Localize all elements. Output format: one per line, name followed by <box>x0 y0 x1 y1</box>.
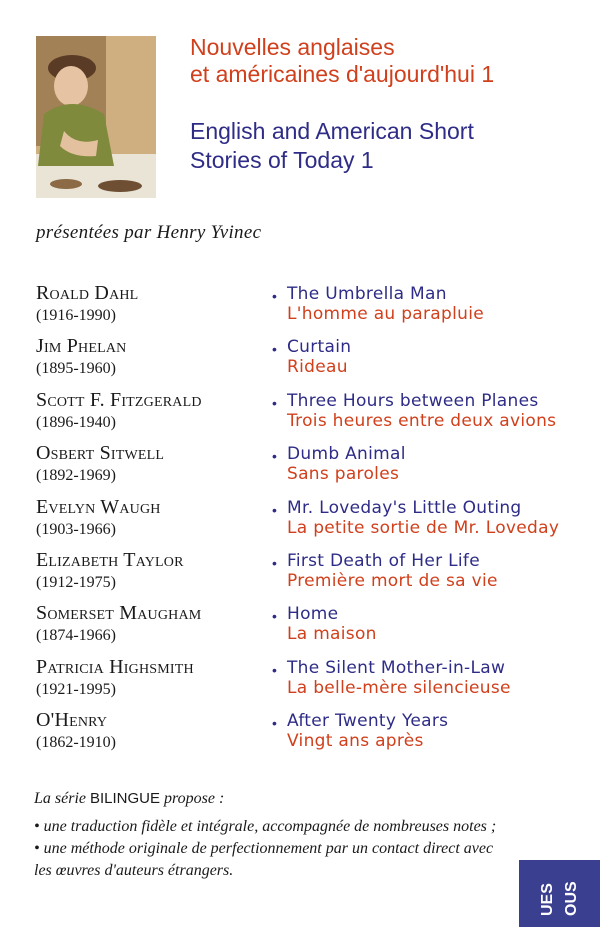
series-point-translation: • une traduction fidèle et intégrale, accompagnée de nombreuses notes ; <box>34 818 497 835</box>
author-name: Jim Phelan <box>36 335 127 357</box>
story-title-french: La maison <box>287 624 377 644</box>
author-name: Patricia Highsmith <box>36 656 194 678</box>
story-title-english: Home <box>287 604 339 624</box>
author-dates: (1874-1966) <box>36 627 116 644</box>
title-french-line2: et américaines d'aujourd'hui 1 <box>190 61 495 87</box>
author-dates: (1903-1966) <box>36 521 116 538</box>
story-title-french: L'homme au parapluie <box>287 304 484 324</box>
title-english <box>190 117 590 175</box>
story-row <box>36 656 596 706</box>
series-description <box>34 788 514 882</box>
bullet-icon: • <box>272 448 277 464</box>
story-row <box>36 496 596 546</box>
author-dates: (1862-1910) <box>36 734 116 751</box>
bullet-icon: • <box>272 288 277 304</box>
story-row <box>36 549 596 599</box>
title-english-line2: Stories of Today 1 <box>190 147 374 173</box>
author-name: Scott F. Fitzgerald <box>36 389 202 411</box>
bullet-icon: • <box>272 341 277 357</box>
story-title-french: Sans paroles <box>287 464 400 484</box>
story-title-english: After Twenty Years <box>287 711 449 731</box>
story-row <box>36 709 596 759</box>
corner-text-1: UES <box>539 883 556 916</box>
series-logo-corner <box>519 860 600 927</box>
series-intro-after: propose : <box>160 790 225 807</box>
story-title-english: The Silent Mother-in-Law <box>287 658 506 678</box>
story-row <box>36 602 596 652</box>
story-row <box>36 335 596 385</box>
author-dates: (1896-1940) <box>36 414 116 431</box>
bullet-icon: • <box>272 715 277 731</box>
series-point-method: • une méthode originale de perfectionnement par un contact direct avec les œuvres d'auteurs étrangers. <box>34 840 494 879</box>
author-name: Evelyn Waugh <box>36 496 161 518</box>
author-name: Roald Dahl <box>36 282 139 304</box>
bullet-icon: • <box>272 502 277 518</box>
story-title-french: La petite sortie de Mr. Loveday <box>287 518 560 538</box>
presenter-line: présentées par Henry Yvinec <box>36 222 262 243</box>
story-row <box>36 389 596 439</box>
story-title-french: Rideau <box>287 357 348 377</box>
story-title-english: Three Hours between Planes <box>287 391 539 411</box>
story-row <box>36 442 596 492</box>
bullet-icon: • <box>272 555 277 571</box>
story-title-english: Curtain <box>287 337 352 357</box>
story-title-english: First Death of Her Life <box>287 551 480 571</box>
author-name: Somerset Maugham <box>36 602 202 624</box>
story-title-french: Première mort de sa vie <box>287 571 498 591</box>
author-dates: (1916-1990) <box>36 307 116 324</box>
author-dates: (1892-1969) <box>36 467 116 484</box>
corner-text-2: OUS <box>563 881 580 916</box>
series-intro <box>34 788 514 810</box>
story-row <box>36 282 596 332</box>
story-title-french: Trois heures entre deux avions <box>287 411 557 431</box>
bullet-icon: • <box>272 662 277 678</box>
title-english-line1: English and American Short <box>190 118 474 144</box>
author-dates: (1921-1995) <box>36 681 116 698</box>
author-dates: (1895-1960) <box>36 360 116 377</box>
bullet-icon: • <box>272 395 277 411</box>
story-title-english: Dumb Animal <box>287 444 406 464</box>
story-title-french: Vingt ans après <box>287 731 424 751</box>
cover-painting <box>36 36 156 198</box>
author-name: Elizabeth Taylor <box>36 549 184 571</box>
author-name: Osbert Sitwell <box>36 442 165 464</box>
title-french <box>190 34 590 88</box>
title-french-line1: Nouvelles anglaises <box>190 34 395 60</box>
series-intro-before: La série <box>34 790 90 807</box>
series-brand: BILINGUE <box>90 790 161 807</box>
bullet-icon: • <box>272 608 277 624</box>
author-dates: (1912-1975) <box>36 574 116 591</box>
story-title-english: The Umbrella Man <box>287 284 447 304</box>
story-title-french: La belle-mère silencieuse <box>287 678 511 698</box>
author-name: O'Henry <box>36 709 108 731</box>
story-title-english: Mr. Loveday's Little Outing <box>287 498 522 518</box>
